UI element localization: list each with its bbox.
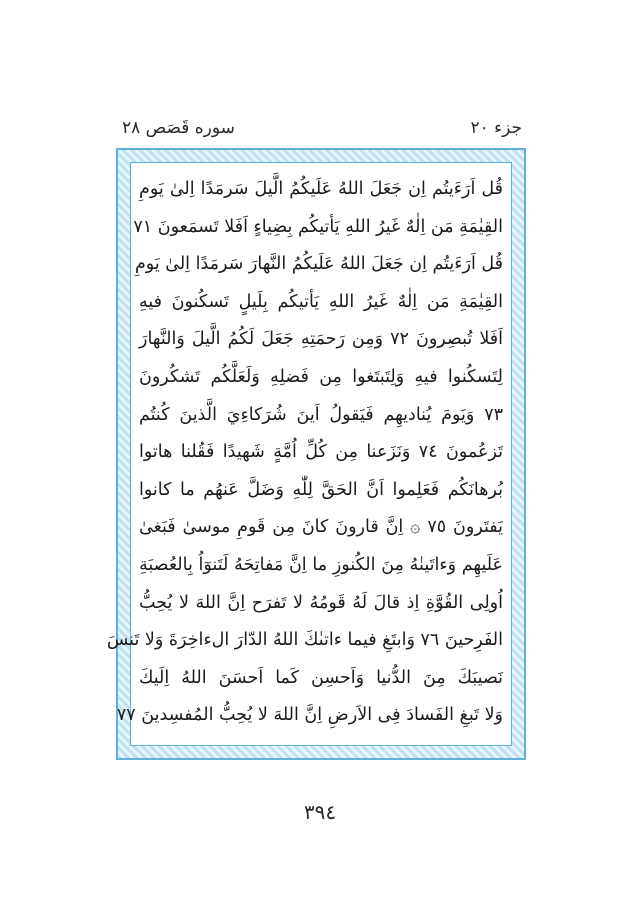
text-line: تَزعُمونَ ٧٤ وَنَزَعنا مِن كُلِّ اُمَّةٍ شَهيدًا فَقُلنا هاتوا xyxy=(139,442,503,463)
text-line: ٧٣ وَيَومَ يُناديهِم فَيَقولُ اَينَ شُرَكاءِيَ الَّذينَ كُنتُم xyxy=(139,404,503,425)
text-line: نَصيبَكَ مِنَ الدُّنيا وَاَحسِن كَما اَحسَنَ اللهُ اِلَيكَ xyxy=(139,667,503,688)
surah-label: سوره قَصَص ٢٨ xyxy=(122,118,235,138)
ornamental-frame xyxy=(106,148,526,760)
juz-label: جزء ٢٠ xyxy=(470,118,522,138)
text-line: اَفَلا تُبصِرونَ ٧٢ وَمِن رَحمَتِهِ جَعَلَ لَكُمُ الَّيلَ وَالنَّهارَ xyxy=(139,329,503,350)
text-line: قُل اَرَءَيتُم اِن جَعَلَ اللهُ عَلَيكُمُ النَّهارَ سَرمَدًا اِلىٰ يَومِ xyxy=(134,254,503,275)
text-line: يَفتَرونَ ٧٥ ۞ اِنَّ قارونَ كانَ مِن قَومِ موسىٰ فَبَغىٰ xyxy=(139,517,503,538)
page-header xyxy=(122,118,522,146)
text-line: عَلَيهِم وَءاتَينٰهُ مِنَ الكُنوزِ ما اِنَّ مَفاتِحَهُ لَتَنوٓاُ بِالعُصبَةِ xyxy=(139,554,503,575)
text-panel xyxy=(106,162,512,746)
text-line: اُولِى القُوَّةِ اِذ قالَ لَهُ قَومُهُ لا تَفرَح اِنَّ اللهَ لا يُحِبُّ xyxy=(139,592,503,613)
text-line: لِتَسكُنوا فيهِ وَلِتَبتَغوا مِن فَضلِهِ وَلَعَلَّكُم تَشكُرونَ xyxy=(139,366,503,387)
page-number: ٣٩٤ xyxy=(303,800,337,824)
text-line: قُل اَرَءَيتُم اِن جَعَلَ اللهُ عَلَيكُمُ الَّيلَ سَرمَدًا اِلىٰ يَومِ xyxy=(139,179,503,199)
text-line: وَلا تَبغِ الفَسادَ فِى الاَرضِ اِنَّ اللهَ لا يُحِبُّ المُفسِدينَ ٧٧ xyxy=(116,705,503,726)
text-line: القِيٰمَةِ مَن اِلٰهٌ غَيرُ اللهِ يَأتيكُم بِلَيلٍ تَسكُنونَ فيهِ xyxy=(139,291,503,312)
text-line: القِيٰمَةِ مَن اِلٰهٌ غَيرُ اللهِ يَأتيكُم بِضِياءٍ اَفَلا تَسمَعونَ ٧١ xyxy=(133,216,503,237)
text-line: بُرهانَكُم فَعَلِموا اَنَّ الحَقَّ لِلّٰهِ وَضَلَّ عَنهُم ما كانوا xyxy=(139,479,503,500)
text-line: الفَرِحينَ ٧٦ وَابتَغِ فيما ءاتىٰكَ اللهُ الدّارَ الءاخِرَةَ وَلا تَنسَ xyxy=(106,630,503,651)
quran-text xyxy=(106,171,503,739)
